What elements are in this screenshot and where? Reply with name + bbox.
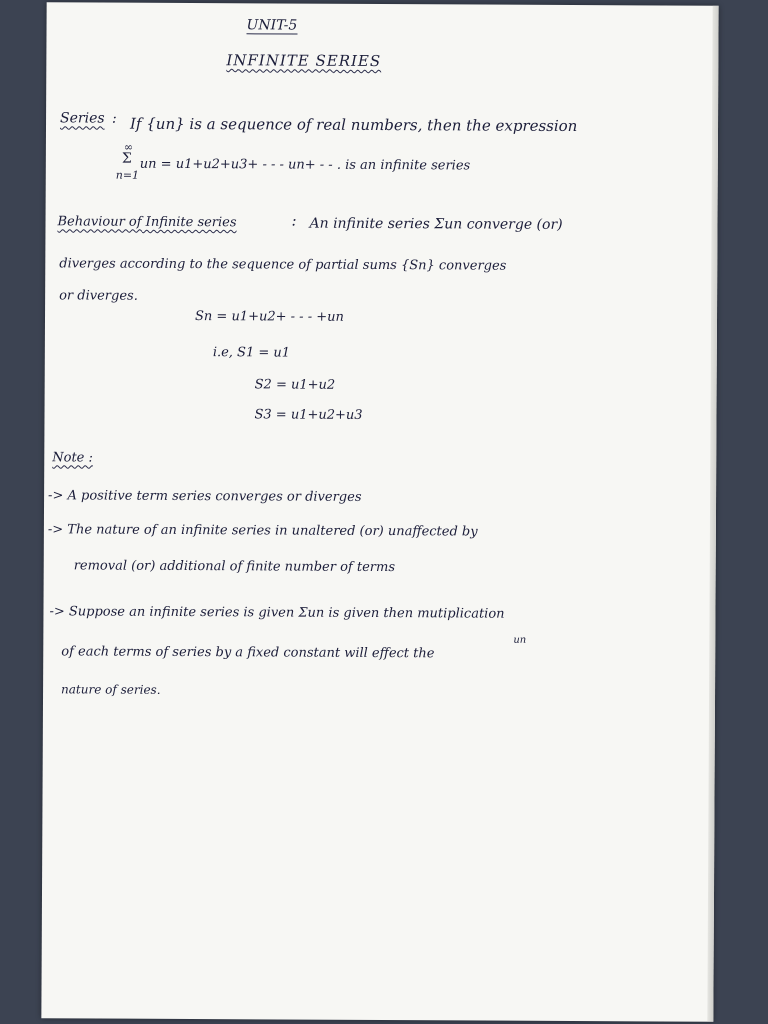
note-label: Note :	[52, 450, 93, 466]
series-label: Series	[60, 110, 105, 127]
note-item-2: -> The nature of an infinite series in unaltered (or) unaffected by	[47, 522, 478, 540]
page-edge	[707, 6, 718, 1022]
behaviour-colon: :	[291, 211, 297, 230]
note-item-1: -> A positive term series converges or diverges	[48, 488, 362, 505]
page-title: INFINITE SERIES	[226, 51, 382, 70]
sum-upper-limit: ∞	[123, 140, 134, 154]
note-inserted-un: un	[513, 634, 527, 646]
notebook-page	[41, 2, 718, 1022]
sum-lower-limit: n=1	[115, 168, 140, 182]
partial-sum-eq-3: S2 = u1+u2	[254, 377, 336, 393]
series-definition-text: If {un} is a sequence of real numbers, then the expression	[129, 114, 578, 136]
behaviour-label: Behaviour of Infinite series	[57, 214, 237, 231]
partial-sum-eq-2: i.e, S1 = u1	[212, 345, 291, 361]
note-item-3: -> Suppose an infinite series is given Σun is given then mutiplication	[49, 604, 505, 622]
behaviour-line-2: diverges according to the sequence of partial sums {Sn} converges	[59, 256, 507, 274]
sum-symbol: Σ	[121, 150, 132, 167]
behaviour-line-1: An infinite series Σun converge (or)	[309, 215, 563, 233]
unit-heading: UNIT-5	[246, 17, 298, 34]
partial-sum-eq-4: S3 = u1+u2+u3	[254, 407, 363, 423]
partial-sum-eq-1: Sn = u1+u2+ - - - +un	[194, 309, 344, 325]
behaviour-line-3: or diverges.	[59, 288, 138, 304]
note-item-2-cont: removal (or) additional of finite number of terms	[73, 558, 396, 576]
series-formula: un = u1+u2+u3+ - - - un+ - - . is an infinite series	[139, 156, 471, 174]
note-item-3-end: nature of series.	[61, 682, 161, 697]
series-colon: :	[112, 110, 117, 127]
note-item-3-cont: of each terms of series by a fixed constant will effect the	[61, 644, 435, 662]
